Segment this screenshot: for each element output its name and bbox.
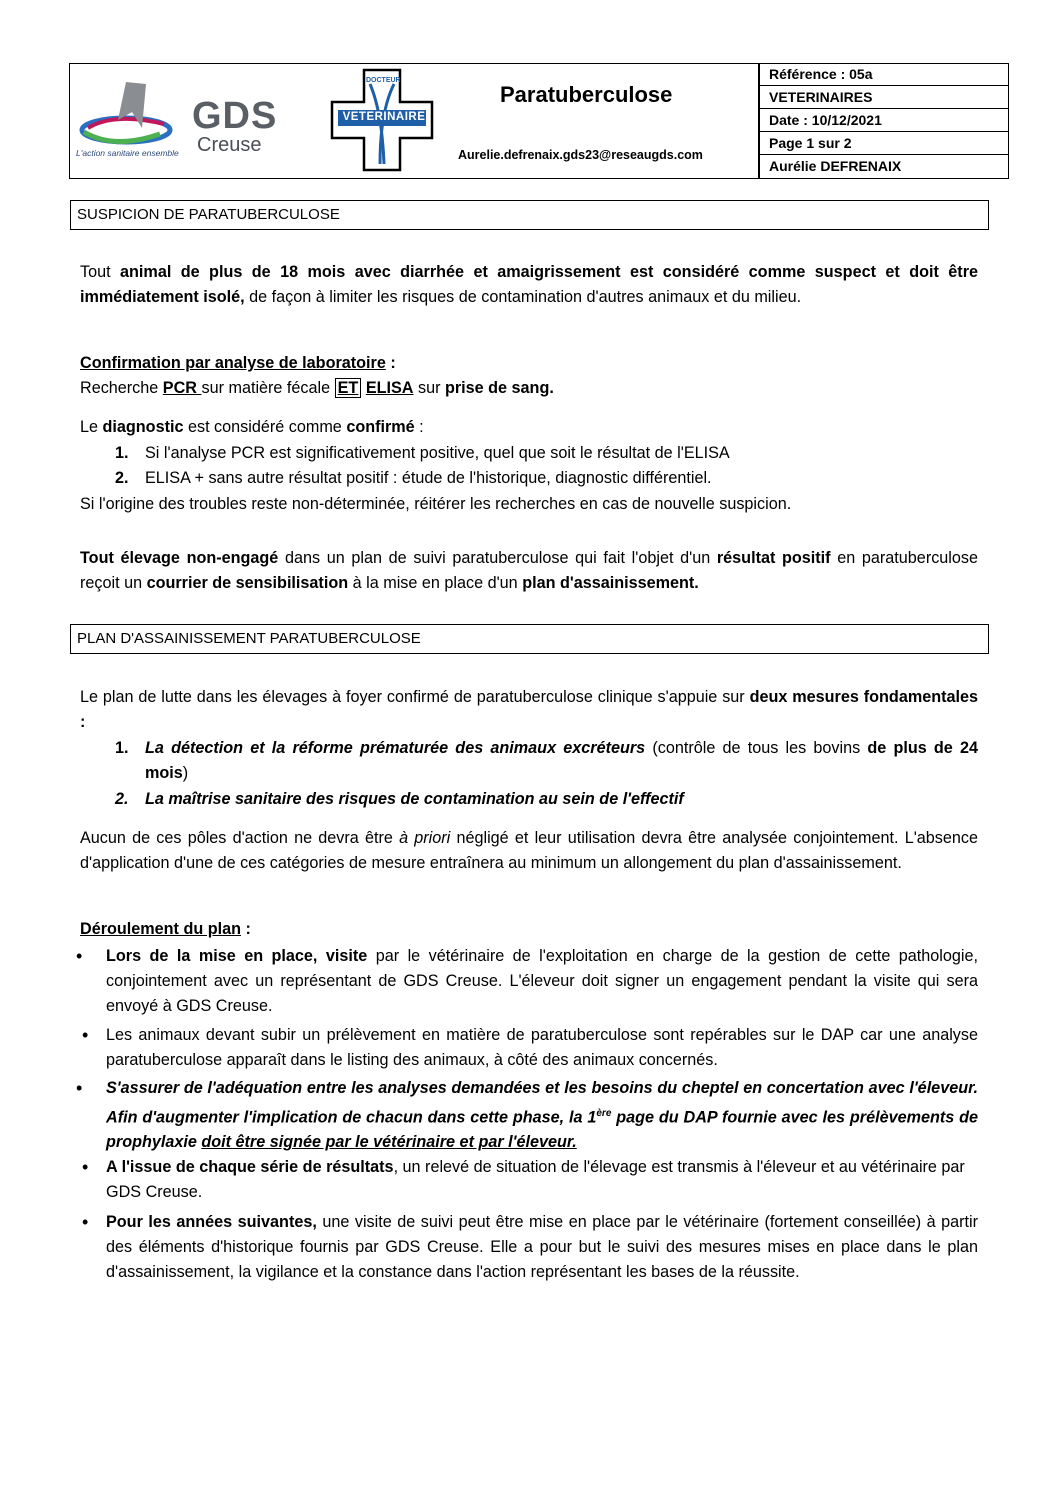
list-item: Si l'analyse PCR est significativement positive, quel que soit le résultat de l'ELISA: [145, 444, 730, 462]
bullet-item: S'assurer de l'adéquation entre les analyses demandées et les besoins du cheptel en concertation avec l'éleveur. Afin d'augmenter l'implication de chacun dans cette phase, la 1ère page du DAP fournie avec les prélèvements de prophylaxie doit être signée par le vétérinaire et par l'éleveur.: [106, 1079, 978, 1152]
deroulement-title: Déroulement du plan :: [80, 920, 251, 938]
bullet-icon: •: [76, 946, 83, 966]
gds-logo-text: GDS: [192, 95, 278, 137]
list-number: 2.: [115, 790, 129, 808]
list-number: 2.: [115, 469, 129, 487]
bullet-item: Pour les années suivantes, une visite de suivi peut être mise en place par le vétérinaire (fortement conseillée) à partir des éléments d'historique fournis par GDS Creuse. Elle a pour but le suivi des mesures mises en place dans le plan d'assainissement, la vigilance et la constance dans l'action représentant les bases de la réussite.: [106, 1213, 978, 1281]
diagnostic-line: Le diagnostic est considéré comme confirmé :: [80, 418, 424, 436]
badge-main-text: VETERINAIRE: [342, 111, 426, 123]
suspicion-paragraph: Tout animal de plus de 18 mois avec diarrhée et amaigrissement est considéré comme suspect et doit être immédiatement isolé, de façon à limiter les risques de contamination d'autres animaux et du milieu.: [80, 263, 978, 306]
list-number: 1.: [115, 444, 129, 462]
list-item: La maîtrise sanitaire des risques de contamination au sein de l'effectif: [145, 790, 684, 808]
list-item: ELISA + sans autre résultat positif : étude de l'historique, diagnostic différentiel.: [145, 469, 712, 487]
confirmation-line: Recherche PCR sur matière fécale ET ELISA sur prise de sang.: [80, 379, 554, 397]
bullet-icon: •: [76, 1078, 83, 1098]
list-number: 1.: [115, 739, 129, 757]
section-heading-plan: PLAN D'ASSAINISSEMENT PARATUBERCULOSE: [70, 624, 989, 654]
action-poles-paragraph: Aucun de ces pôles d'action ne devra être à priori négligé et leur utilisation devra être analysée conjointement. L'absence d'application d'une de ces catégories de mesure entraînera au minimum un allongement du plan d'assainissement.: [80, 829, 979, 872]
reference-cell: Référence : 05a: [759, 63, 1009, 86]
bullet-item: Les animaux devant subir un prélèvement en matière de paratuberculose sont repérables sur le DAP car une analyse paratuberculose apparaît dans le listing des animaux, à côté des animaux concernés.: [106, 1026, 978, 1069]
date-cell: Date : 10/12/2021: [759, 109, 1009, 132]
contact-email: Aurelie.defrenaix.gds23@reseaugds.com: [458, 148, 703, 162]
gds-slogan: L'action sanitaire ensemble: [76, 148, 179, 158]
author-cell: Aurélie DEFRENAIX: [769, 158, 902, 174]
bullet-item: Lors de la mise en place, visite par le vétérinaire de l'exploitation en charge de la gestion de cette pathologie, conjointement avec un représentant de GDS Creuse. L'éleveur doit signer un engagement pendant la visite qui sera envoyé à GDS Creuse.: [106, 947, 978, 1015]
badge-top-text: DOCTEUR: [366, 77, 401, 84]
header-info-table: [759, 63, 1009, 179]
bullet-item: A l'issue de chaque série de résultats, un relevé de situation de l'élevage est transmis à l'éleveur et au vétérinaire par GDS Creuse.: [106, 1158, 965, 1201]
page-cell: Page 1 sur 2: [759, 132, 1009, 155]
audience-cell: VETERINAIRES: [759, 86, 1009, 109]
section-heading-suspicion: SUSPICION DE PARATUBERCULOSE: [70, 200, 989, 230]
bullet-icon: •: [82, 1025, 89, 1045]
bullet-icon: •: [82, 1212, 89, 1232]
plan-intro-paragraph: Le plan de lutte dans les élevages à foyer confirmé de paratuberculose clinique s'appuie sur deux mesures fondamentales :: [80, 688, 978, 731]
list-item: La détection et la réforme prématurée des animaux excréteurs (contrôle de tous les bovins de plus de 24 mois): [145, 739, 978, 782]
confirmation-title: Confirmation par analyse de laboratoire :: [80, 354, 396, 372]
gds-logo-icon: [74, 72, 192, 152]
gds-logo-subtext: Creuse: [197, 134, 262, 156]
undetermined-line: Si l'origine des troubles reste non-déterminée, réitérer les recherches en cas de nouvelle suspicion.: [80, 495, 792, 513]
non-engaged-paragraph: Tout élevage non-engagé dans un plan de suivi paratuberculose qui fait l'objet d'un résultat positif en paratuberculose reçoit un courrier de sensibilisation à la mise en place d'un plan d'assainissement.: [80, 549, 978, 592]
bullet-icon: •: [82, 1157, 89, 1177]
document-title: Paratuberculose: [500, 82, 673, 107]
